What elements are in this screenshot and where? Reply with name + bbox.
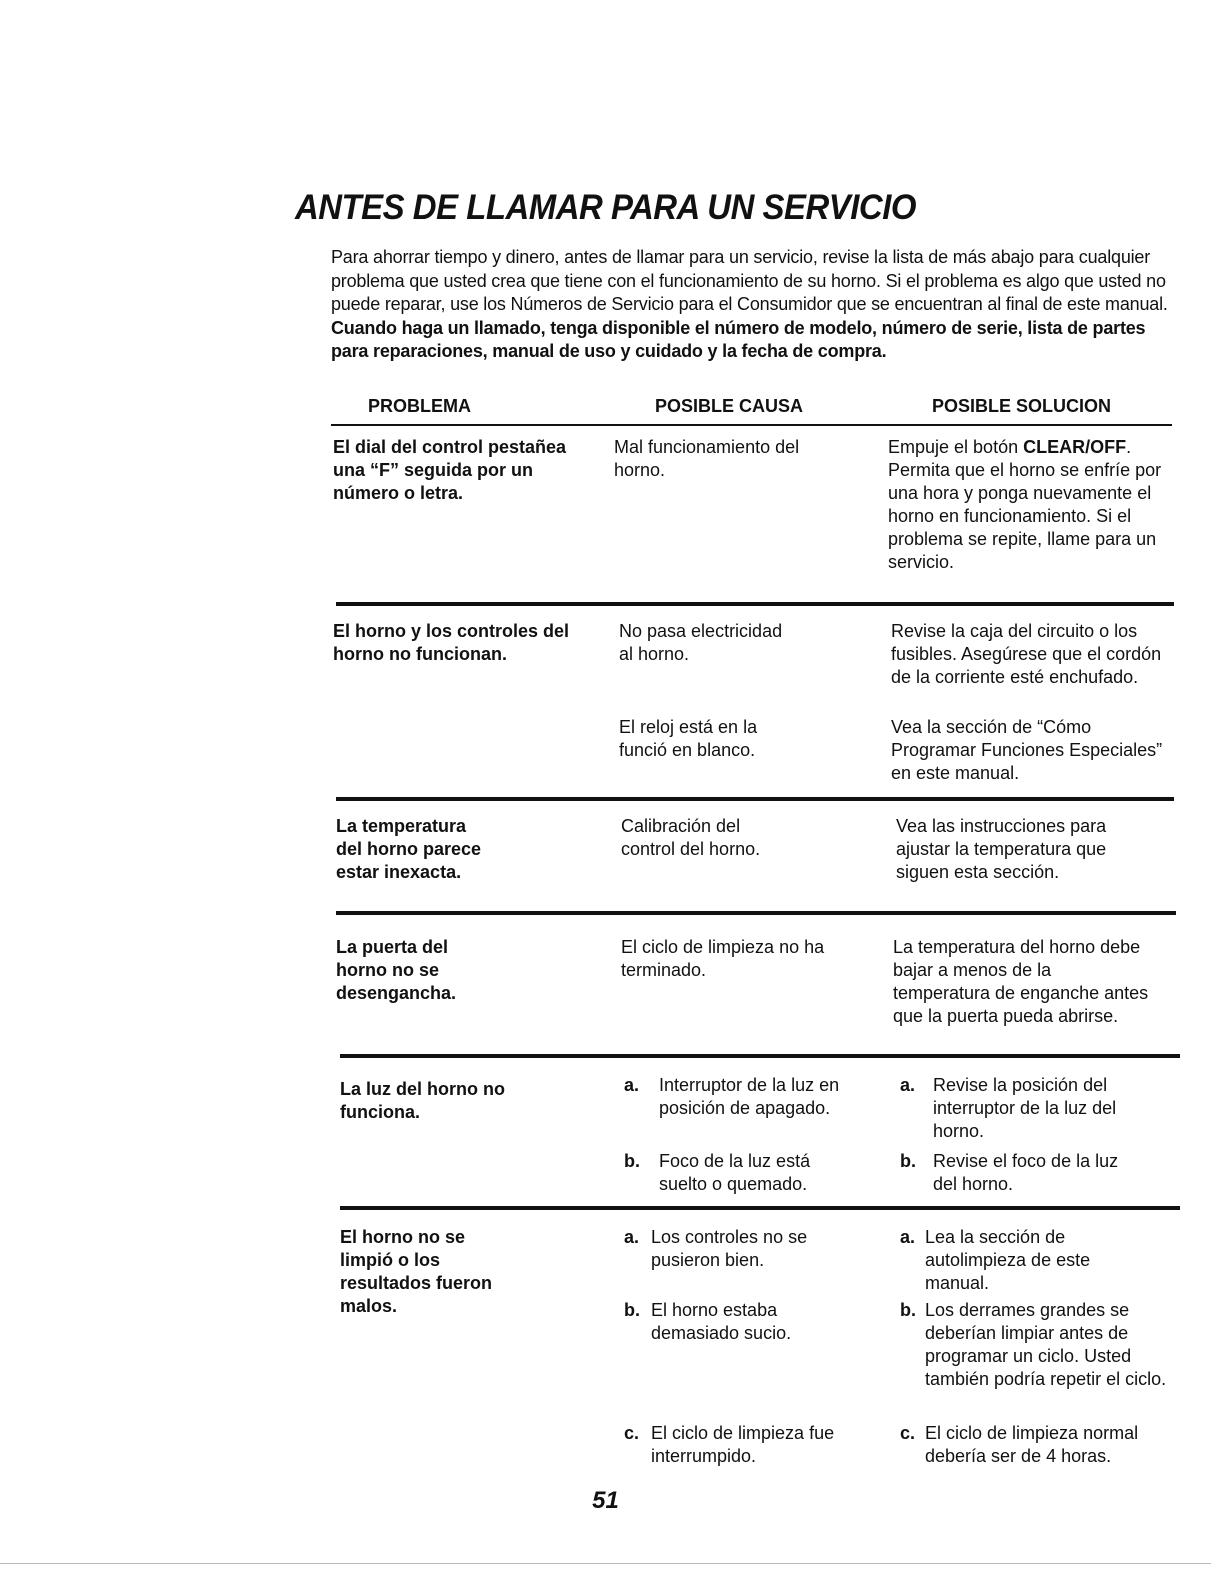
cause-text: El reloj está en la funció en blanco. — [619, 717, 758, 760]
problem-text: El horno no se limpió o los resultados fueron malos. — [340, 1227, 493, 1316]
row-divider — [336, 911, 1176, 915]
intro-text: Para ahorrar tiempo y dinero, antes de llamar para un servicio, revise la lista de más abajo para cualquier problema que usted crea que tiene con el funcionamiento de su horno. Si el problema es algo que usted no puede reparar, use los Números de Servicio para el Consumidor que se encuentran al final de este manual. — [331, 247, 1168, 314]
cause-text: Mal funcionamiento del horno. — [614, 437, 800, 480]
solution-pre: Empuje el botón — [888, 437, 1024, 457]
row-divider — [336, 602, 1174, 606]
problem-text: La puerta del horno no se desengancha. — [336, 937, 457, 1003]
item-label: b. — [624, 1151, 640, 1171]
item-label: a. — [624, 1227, 640, 1247]
cause-text: Calibración del control del horno. — [621, 816, 761, 859]
problem-text: La temperatura del horno parece estar inexacta. — [336, 816, 482, 882]
item-text: El ciclo de limpieza fue interrumpido. — [651, 1423, 835, 1466]
cause-item — [624, 1422, 859, 1472]
row-divider — [340, 1206, 1180, 1210]
problem-text: El horno y los controles del horno no funcionan. — [333, 621, 570, 664]
page-title: ANTES DE LLAMAR PARA UN SERVICIO — [294, 188, 917, 227]
cause-item — [624, 1299, 859, 1349]
item-text: Revise el foco de la luz del horno. — [933, 1151, 1119, 1194]
problem-text: El dial del control pestañea una “F” seguida por un número o letra. — [333, 437, 567, 503]
item-label: b. — [900, 1151, 916, 1171]
intro-bold-text: Cuando haga un llamado, tenga disponible el número de modelo, número de serie, lista de partes para reparaciones, manual de uso y cuidado y la fecha de compra. — [331, 317, 1146, 361]
header-cause: POSIBLE CAUSA — [655, 396, 804, 416]
item-text: Los derrames grandes se deberían limpiar antes de programar un ciclo. Usted también podría repetir el ciclo. — [925, 1300, 1167, 1389]
header-solution: POSIBLE SOLUCION — [932, 396, 1112, 416]
item-label: a. — [900, 1227, 916, 1247]
solution-post: . Permita que el horno se enfríe por una hora y ponga nuevamente el horno en funcionamiento. Si el problema se repite, llame para un servicio. — [888, 437, 1162, 572]
header-problem: PROBLEMA — [368, 396, 471, 416]
cause-item — [624, 1074, 864, 1154]
solution-item — [900, 1150, 1160, 1200]
solution-text: Revise la caja del circuito o los fusibles. Asegúrese que el cordón de la corriente esté enchufado. — [891, 621, 1162, 687]
item-text: Foco de la luz está suelto o quemado. — [659, 1151, 811, 1194]
solution-text: Vea la sección de “Cómo Programar Funciones Especiales” en este manual. — [891, 717, 1163, 783]
row-divider — [336, 797, 1174, 801]
item-text: Los controles no se pusieron bien. — [651, 1227, 808, 1270]
row-divider — [340, 1054, 1180, 1058]
item-label: a. — [900, 1075, 916, 1095]
intro-paragraph — [331, 246, 1176, 364]
page-number: 51 — [592, 1487, 619, 1514]
item-label: b. — [624, 1300, 640, 1320]
solution-item — [900, 1299, 1175, 1414]
item-text: Interruptor de la luz en posición de apagado. — [659, 1075, 840, 1118]
solution-text — [888, 436, 1170, 574]
cause-text: El ciclo de limpieza no ha terminado. — [621, 937, 825, 980]
item-label: c. — [624, 1423, 640, 1443]
cause-item — [624, 1226, 859, 1276]
item-label: c. — [900, 1423, 916, 1443]
header-rule — [331, 424, 1172, 426]
problem-text: La luz del horno no funciona. — [340, 1079, 505, 1122]
item-text: El ciclo de limpieza normal debería ser de 4 horas. — [925, 1423, 1139, 1466]
solution-text: Vea las instrucciones para ajustar la temperatura que siguen esta sección. — [896, 816, 1107, 882]
item-text: Lea la sección de autolimpieza de este manual. — [925, 1227, 1091, 1293]
solution-text: La temperatura del horno debe bajar a menos de la temperatura de enganche antes que la puerta pueda abrirse. — [893, 937, 1149, 1026]
cause-item — [624, 1150, 864, 1200]
page-edge-line — [0, 1563, 1211, 1564]
solution-item — [900, 1226, 1175, 1296]
item-label: a. — [624, 1075, 640, 1095]
item-label: b. — [900, 1300, 916, 1320]
item-text: El horno estaba demasiado sucio. — [651, 1300, 792, 1343]
solution-item — [900, 1074, 1160, 1154]
cause-text: No pasa electricidad al horno. — [619, 621, 783, 664]
solution-button-name: CLEAR/OFF — [1023, 437, 1127, 457]
item-text: Revise la posición del interruptor de la luz del horno. — [933, 1075, 1117, 1141]
solution-item — [900, 1422, 1175, 1472]
